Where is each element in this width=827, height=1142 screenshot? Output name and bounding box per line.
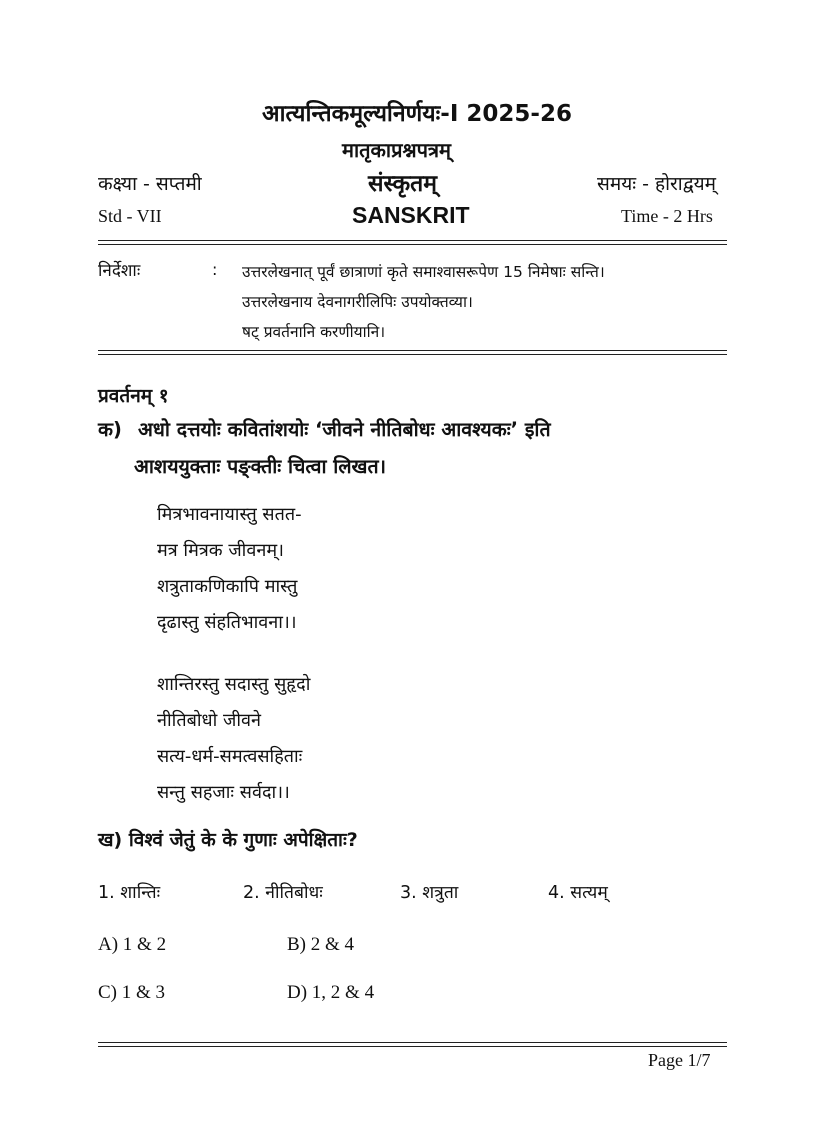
stanza-1-line-4: दृढास्तु संहतिभावना।। — [157, 612, 297, 633]
paper-type: मातृकाप्रश्नपत्रम् — [342, 138, 451, 162]
instruction-line-2: उत्तरलेखनाय देवनागरीलिपिः उपयोक्तव्या। — [242, 293, 473, 311]
option-a: A) 1 & 2 — [98, 934, 167, 955]
item-3: 3. शत्रुता — [400, 883, 459, 903]
instruction-line-1: उत्तरलेखनात् पूर्वं छात्राणां कृते समाश्वासरूपेण 15 निमेषाः सन्ति। — [242, 263, 605, 281]
option-d: D) 1, 2 & 4 — [287, 982, 375, 1003]
stanza-2-line-1: शान्तिरस्तु सदास्तु सुहृदो — [157, 674, 311, 695]
instructions-separator: : — [212, 260, 218, 279]
stanza-2-line-3: सत्य-धर्म-समत्वसहिताः — [157, 746, 303, 767]
subject-english: SANSKRIT — [352, 202, 470, 228]
part-a-line-2: आशययुक्ताः पङ्क्तीः चित्वा लिखत। — [134, 455, 387, 478]
subject-sanskrit: संस्कृतम् — [368, 171, 438, 197]
part-a-line-1: अधो दत्तयोः कवितांशयोः ‘जीवने नीतिबोधः आवश्यकः’ इति — [138, 418, 551, 441]
page-number: Page 1/7 — [648, 1050, 711, 1070]
instructions-label: निर्देशाः — [98, 261, 141, 281]
class-english: Std - VII — [98, 206, 162, 226]
time-english: Time - 2 Hrs — [621, 206, 713, 226]
stanza-2-line-4: सन्तु सहजाः सर्वदा।। — [157, 782, 290, 803]
stanza-2-line-2: नीतिबोधो जीवने — [157, 710, 261, 731]
question-heading: प्रवर्तनम् १ — [98, 385, 169, 407]
stanza-1-line-2: मत्र मित्रक जीवनम्। — [157, 540, 284, 561]
class-sanskrit: कक्ष्या - सप्तमी — [98, 173, 202, 195]
part-a-marker: क) — [98, 418, 122, 441]
footer-rule-bottom — [98, 1046, 727, 1047]
instructions-rule-top — [98, 350, 727, 351]
item-1: 1. शान्तिः — [98, 883, 161, 903]
part-b-question: ख) विश्वं जेतुं के के गुणाः अपेक्षिताः? — [98, 829, 358, 851]
option-c: C) 1 & 3 — [98, 982, 166, 1003]
instruction-line-3: षट् प्रवर्तनानि करणीयानि। — [242, 323, 386, 341]
instructions-rule-bottom — [98, 354, 727, 355]
time-sanskrit: समयः - होराद्वयम् — [597, 173, 717, 195]
header-rule-bottom — [98, 244, 727, 245]
header-rule-top — [98, 240, 727, 241]
item-2: 2. नीतिबोधः — [243, 883, 323, 903]
stanza-1-line-3: शत्रुताकणिकापि मास्तु — [157, 576, 298, 597]
option-b: B) 2 & 4 — [287, 934, 355, 955]
exam-title: आत्यन्तिकमूल्यनिर्णयः-I 2025-26 — [262, 101, 572, 127]
item-4: 4. सत्यम् — [548, 883, 608, 903]
stanza-1-line-1: मित्रभावनायास्तु सतत- — [157, 504, 302, 525]
footer-rule-top — [98, 1042, 727, 1043]
